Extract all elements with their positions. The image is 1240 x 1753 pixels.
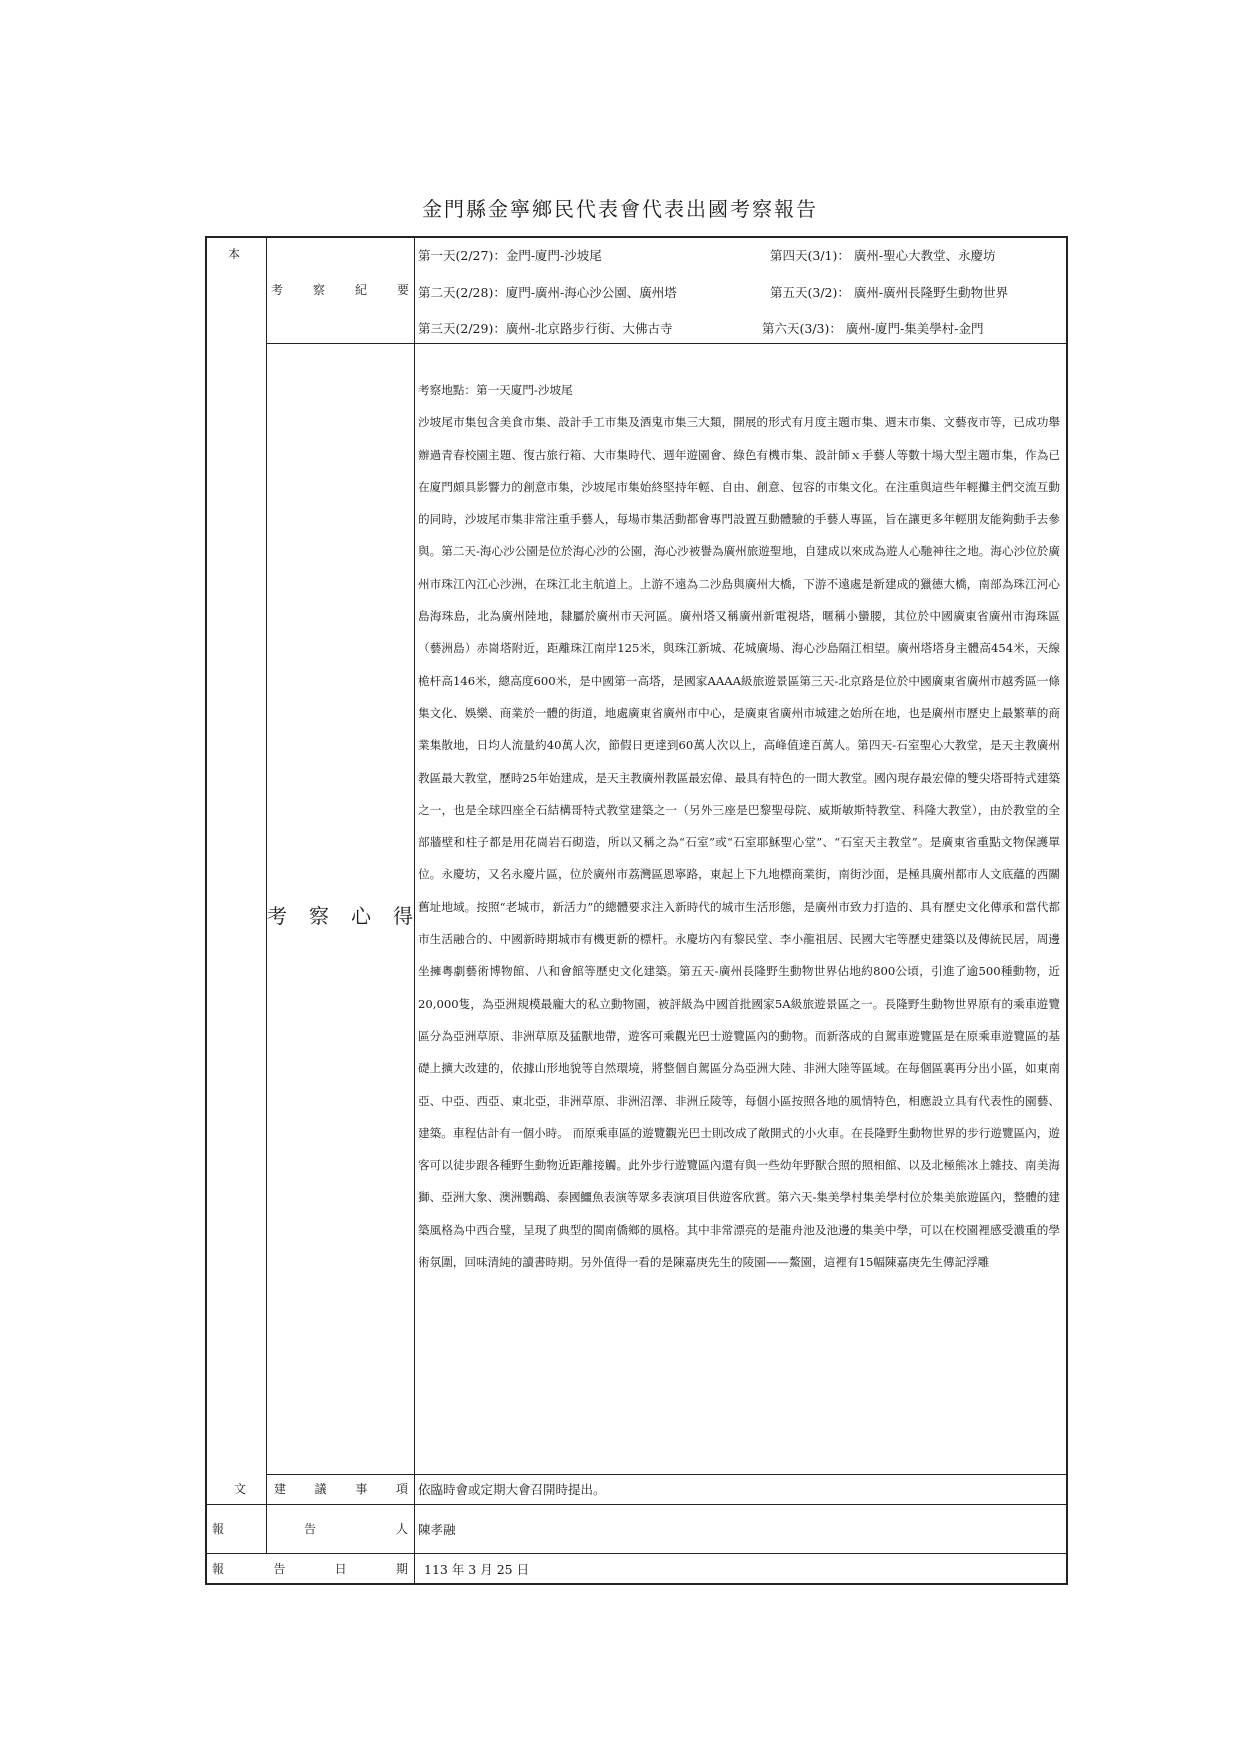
label-char: 告 [303,1522,316,1536]
grid-line [206,1553,1067,1554]
report-date-label [212,1562,408,1576]
itinerary-day-4: 第四天(3/1)： 廣州-聖心大教堂、永慶坊 [770,248,996,263]
label-char: 建 [274,1482,287,1496]
label-char: 察 [312,283,325,297]
suggestions-label [274,1482,408,1496]
label-char: 日 [334,1562,347,1576]
label-char: 報 [212,1562,225,1576]
document-title: 金門縣金寧鄉民代表會代表出國考察報告 [422,197,818,221]
report-date-value: 113 年 3 月 25 日 [424,1562,530,1577]
itinerary-day-2: 第二天(2/28)：廈門-廣州-海心沙公園、廣州塔 [418,285,677,300]
observations-label [267,900,413,929]
side-label-top: 本 [228,247,241,261]
suggestions-value: 依臨時會或定期大會召開時提出。 [418,1482,606,1497]
label-char: 要 [396,283,409,297]
grid-line [206,1504,1067,1505]
label-char: 察 [309,904,329,928]
label-char: 心 [351,904,371,928]
reporter-label [212,1522,408,1536]
label-char: 紀 [354,283,367,297]
grid-line [266,237,267,1553]
itinerary-day-6: 第六天(3/3)： 廣州-廈門-集美學村-金門 [762,321,984,336]
observations-heading: 考察地點：第一天廈門-沙坡尾 [418,383,573,397]
observations-body: 沙坡尾市集包含美食市集、設計手工市集及酒鬼市集三大類，開展的形式有月度主題市集、週末市集、文藝夜市等，已成功舉辦過青春校園主題、復古旅行箱、大市集時代、週年遊園會、綠色有機市集、設計師ｘ手藝人等數十場大型主題市集，作為已在廈門頗具影響力的創意市集，沙坡尾市集始終堅持年輕、自由、創意、包容的市集文化。在注重與這些年輕攤主們交流互動的同時，沙坡尾市集非常注重手藝人，每場市集活動都會專門設置互動體驗的手藝人專區，旨在讓更多年輕朋友能夠動手去參與。第二天-海心沙公園是位於海心沙的公園，海心沙被譽為廣州旅遊聖地，自建成以來成為遊人心馳神往之地。海心沙位於廣州市珠江內江心沙洲，在珠江北主航道上。上游不遠為二沙島與廣州大橋，下游不遠處是新建成的獵德大橋，南部為珠江河心島海珠島，北為廣州陸地，隸屬於廣州市天河區。廣州塔又稱廣州新電視塔，暱稱小蠻腰，其位於中國廣東省廣州市海珠區（藝洲島）赤崗塔附近，距離珠江南岸125米，與珠江新城、花城廣場、海心沙島隔江相望。廣州塔塔身主體高454米，天線桅杆高146米，總高度600米，是中國第一高塔，是國家AAAA級旅遊景區第三天-北京路是位於中國廣東省廣州市越秀區一條集文化、娛樂、商業於一體的街道，地處廣東省廣州市中心，是廣東省廣州市城建之始所在地，也是廣州市歷史上最繁華的商業集散地，日均人流量約40萬人次，節假日更達到60萬人次以上，高峰值達百萬人。第四天-石室聖心大教堂，是天主教廣州教區最大教堂，歷時25年始建成，是天主教廣州教區最宏偉、最具有特色的一間大教堂。國內現存最宏偉的雙尖塔哥特式建築之一，也是全球四座全石結構哥特式教堂建築之一（另外三座是巴黎聖母院、威斯敏斯特教堂、科隆大教堂），由於教堂的全部牆壁和柱子都是用花崗岩石砌造，所以又稱之為“石室”或“石室耶穌聖心堂”、“石室天主教堂”。是廣東省重點文物保護單位。永慶坊，又名永慶片區，位於廣州市荔灣區恩寧路，東起上下九地標商業街，南街沙面，是極具廣州都市人文底蘊的西關舊址地域。按照“老城市，新活力”的總體要求注入新時代的城市生活形態，是廣州市致力打造的、具有歷史文化傳承和當代都市生活融合的、中國新時期城市有機更新的標杆。永慶坊內有黎民堂、李小龍祖居、民國大宅等歷史建築以及傳統民居，周邊坐擁粵劇藝術博物館、八和會館等歷史文化建築。第五天-廣州長隆野生動物世界佔地約800公頃，引進了逾500種動物，近20,000隻，為亞洲規模最龐大的私立動物園，被評級為中國首批國家5A級旅遊景區之一。長隆野生動物世界原有的乘車遊覽區分為亞洲草原、非洲草原及猛獸地帶，遊客可乘觀光巴士遊覽區內的動物。而新落成的自駕車遊覽區是在原乘車遊覽區的基礎上擴大改建的，依據山形地貌等自然環境，將整個自駕區分為亞洲大陸、非洲大陸等區域。在每個區裏再分出小區，如東南亞、中亞、西亞、東北亞，非洲草原、非洲沼澤、非洲丘陵等，每個小區按照各地的風情特色，相應設立具有代表性的園藝、建築。車程估計有一個小時。 而原乘車區的遊覽觀光巴士則改成了敞開式的小火車。在長隆野生動物世界的步行遊覽區內，遊客可以徒步跟各種野生動物近距離接觸。此外步行遊覽區內還有與一些幼年野獸合照的照相館、以及北極熊冰上雜技、南美海獅、亞洲大象、澳洲鸚鵡、泰國鱷魚表演等眾多表演項目供遊客欣賞。第六天-集美學村集美學村位於集美旅遊區內，整體的建築風格為中西合璧，呈現了典型的閩南僑鄉的風格。其中非常漂亮的是龍舟池及池邊的集美中學，可以在校園裡感受濃重的學術氛圍，回味清純的讀書時期。另外值得一看的是陳嘉庚先生的陵園——鰲園，這裡有15幅陳嘉庚先生傳記浮雕 [418,415,1060,1270]
label-char: 報 [212,1522,225,1536]
grid-line [266,343,1067,344]
label-char: 人 [395,1522,408,1536]
label-char: 得 [393,904,413,928]
label-char: 期 [395,1562,408,1576]
reporter-value: 陳孝融 [418,1522,456,1537]
itinerary-day-3: 第三天(2/29)：廣州-北京路步行街、大佛古寺 [418,321,673,336]
label-char: 考 [267,904,287,928]
label-char: 議 [314,1482,327,1496]
observations-text [418,374,1060,1278]
label-char: 項 [395,1482,408,1496]
itinerary-day-1: 第一天(2/27)：金門-廈門-沙坡尾 [418,248,602,263]
label-char: 考 [271,283,284,297]
label-char: 事 [355,1482,368,1496]
grid-line [414,237,415,1584]
label-char: 告 [273,1562,286,1576]
side-label-bottom: 文 [234,1482,247,1496]
itinerary-label [271,283,409,297]
grid-line [266,1474,1067,1475]
itinerary-day-5: 第五天(3/2)： 廣州-廣州長隆野生動物世界 [770,285,1009,300]
